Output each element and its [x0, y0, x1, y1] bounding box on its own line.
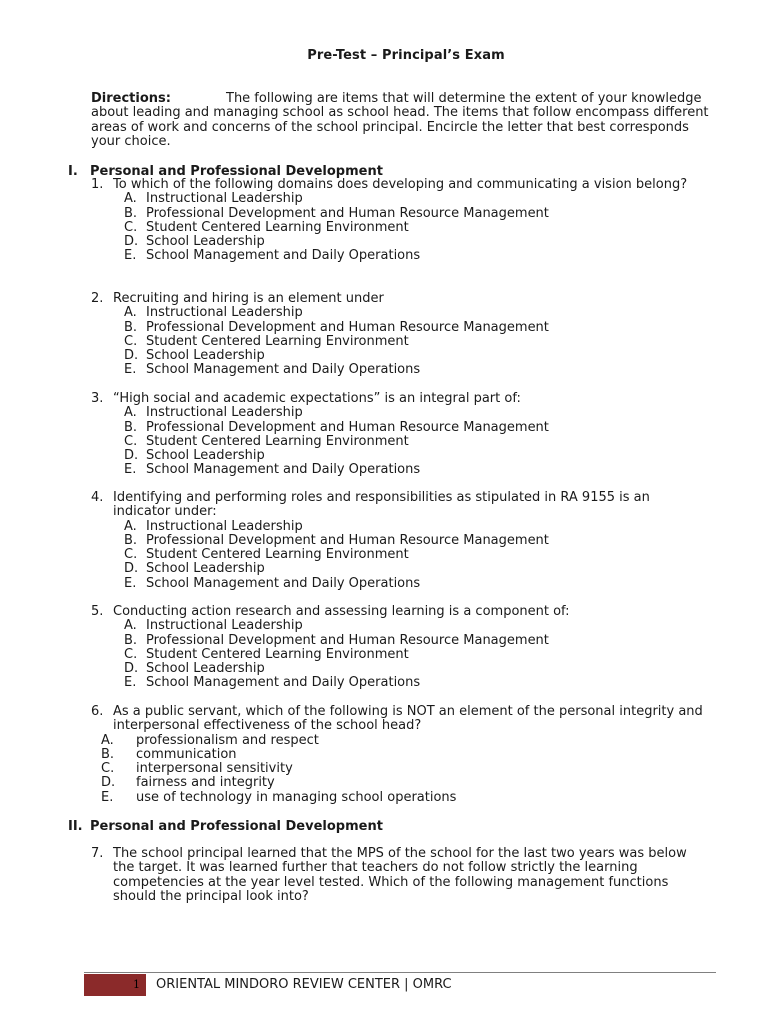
choice-option[interactable]: [91, 534, 711, 548]
choice-text: School Management and Daily Operations: [146, 462, 421, 478]
directions-paragraph: [91, 92, 711, 149]
section-number: II.: [68, 819, 83, 834]
choice-option[interactable]: [91, 619, 711, 633]
choice-text: Student Centered Learning Environment: [146, 219, 409, 235]
question: [91, 292, 711, 378]
choice-option[interactable]: [91, 192, 711, 206]
choice-list: [91, 192, 711, 263]
choice-letter: B.: [124, 532, 138, 548]
choice-text: Instructional Leadership: [146, 518, 303, 534]
choice-text: Instructional Leadership: [146, 405, 303, 421]
choice-option[interactable]: [91, 406, 711, 420]
choice-letter: C.: [101, 761, 115, 777]
question-text: “High social and academic expectations” is an integral part of:: [113, 391, 521, 406]
choice-text: Student Centered Learning Environment: [146, 433, 409, 449]
choice-text: School Leadership: [146, 661, 265, 677]
choice-letter: C.: [124, 433, 138, 449]
choice-letter: A.: [124, 618, 137, 634]
choice-letter: E.: [124, 362, 137, 378]
section-number: I.: [68, 164, 78, 179]
choice-text: School Leadership: [146, 348, 265, 364]
section-title: Personal and Professional Development: [90, 164, 383, 179]
question: [91, 178, 711, 264]
choice-option[interactable]: [91, 520, 711, 534]
question-number: 1.: [91, 177, 104, 192]
choice-text: interpersonal sensitivity: [136, 761, 293, 777]
choice-text: Student Centered Learning Environment: [146, 333, 409, 349]
choice-text: communication: [136, 746, 237, 762]
choice-option[interactable]: [91, 349, 711, 363]
choice-letter: B.: [124, 632, 138, 648]
choice-list: [91, 306, 711, 377]
choice-letter: D.: [124, 448, 139, 464]
choice-option[interactable]: [91, 449, 711, 463]
question-text: To which of the following domains does developing and communicating a vision belong?: [113, 177, 688, 192]
choice-letter: B.: [124, 205, 138, 221]
choice-option[interactable]: [91, 648, 711, 662]
question: [91, 605, 711, 691]
question: [91, 847, 711, 904]
choice-letter: D.: [124, 234, 139, 250]
choice-letter: E.: [124, 575, 137, 591]
choice-option[interactable]: [91, 435, 711, 449]
choice-option[interactable]: [91, 662, 711, 676]
choice-letter: D.: [101, 775, 116, 791]
choice-letter: C.: [124, 219, 138, 235]
choice-option[interactable]: [91, 676, 711, 690]
choice-letter: A.: [124, 305, 137, 321]
choice-option[interactable]: [91, 634, 711, 648]
choice-letter: E.: [101, 789, 114, 805]
choice-list: [91, 520, 711, 591]
choice-list: [91, 619, 711, 690]
choice-option[interactable]: [91, 776, 711, 790]
choice-letter: D.: [124, 561, 139, 577]
choice-text: Student Centered Learning Environment: [146, 646, 409, 662]
choice-option[interactable]: [91, 463, 711, 477]
question-number: 7.: [91, 846, 104, 861]
choice-text: Professional Development and Human Resource Management: [146, 532, 549, 548]
choice-letter: D.: [124, 348, 139, 364]
choice-letter: B.: [124, 419, 138, 435]
choice-text: professionalism and respect: [136, 732, 319, 748]
choice-text: fairness and integrity: [136, 775, 275, 791]
choice-option[interactable]: [91, 791, 711, 805]
choice-text: School Leadership: [146, 561, 265, 577]
choice-option[interactable]: [91, 548, 711, 562]
choice-letter: C.: [124, 646, 138, 662]
question-number: 4.: [91, 490, 104, 505]
choice-text: School Leadership: [146, 234, 265, 250]
choice-text: School Leadership: [146, 448, 265, 464]
choice-letter: E.: [124, 675, 137, 691]
question: [91, 491, 711, 591]
choice-text: Professional Development and Human Resource Management: [146, 205, 549, 221]
question-number: 6.: [91, 704, 104, 719]
choice-text: Professional Development and Human Resource Management: [146, 319, 549, 335]
choice-text: Professional Development and Human Resource Management: [146, 632, 549, 648]
choice-text: Instructional Leadership: [146, 618, 303, 634]
question-text: The school principal learned that the MPS of the school for the last two years was below the target. It was learned further that teachers do not follow strictly the learning competencies at the year level tested. Which of the following management functions should the principal look into?: [113, 846, 687, 904]
choice-option[interactable]: [91, 249, 711, 263]
question: [91, 705, 711, 805]
question: [91, 392, 711, 478]
choice-option[interactable]: [91, 734, 711, 748]
choice-option[interactable]: [91, 207, 711, 221]
choice-text: Student Centered Learning Environment: [146, 547, 409, 563]
footer-text: ORIENTAL MINDORO REVIEW CENTER | OMRC: [156, 977, 452, 992]
choice-option[interactable]: [91, 748, 711, 762]
choice-text: School Management and Daily Operations: [146, 362, 421, 378]
choice-option[interactable]: [91, 562, 711, 576]
choice-option[interactable]: [91, 221, 711, 235]
choice-letter: A.: [101, 732, 114, 748]
question-text: Conducting action research and assessing learning is a component of:: [113, 604, 570, 619]
question-number: 2.: [91, 291, 104, 306]
page-footer: [84, 972, 716, 997]
question-text: Identifying and performing roles and responsibilities as stipulated in RA 9155 is an indicator under:: [113, 490, 650, 520]
choice-letter: E.: [124, 248, 137, 264]
section-heading: [68, 819, 383, 834]
choice-letter: A.: [124, 518, 137, 534]
question-text: Recruiting and hiring is an element under: [113, 291, 384, 306]
choice-letter: D.: [124, 661, 139, 677]
choice-option[interactable]: [91, 306, 711, 320]
directions-text: The following are items that will determine the extent of your knowledge about leading and managing school as school head. The items that follow encompass different areas of work and concerns of the school principal. Encircle the letter that best corresponds your choice.: [91, 91, 709, 149]
choice-text: Instructional Leadership: [146, 191, 303, 207]
choice-list: [91, 406, 711, 477]
choice-list: [91, 734, 711, 805]
choice-option[interactable]: [91, 762, 711, 776]
choice-text: Instructional Leadership: [146, 305, 303, 321]
question-text: As a public servant, which of the following is NOT an element of the personal integrity and interpersonal effectiveness of the school head?: [113, 704, 703, 734]
choice-letter: C.: [124, 333, 138, 349]
choice-option[interactable]: [91, 577, 711, 591]
choice-text: School Management and Daily Operations: [146, 675, 421, 691]
choice-letter: B.: [124, 319, 138, 335]
choice-letter: A.: [124, 191, 137, 207]
choice-text: School Management and Daily Operations: [146, 248, 421, 264]
directions-label: Directions:: [91, 91, 171, 106]
choice-letter: B.: [101, 746, 115, 762]
section-title: Personal and Professional Development: [90, 819, 383, 834]
choice-letter: A.: [124, 405, 137, 421]
choice-letter: C.: [124, 547, 138, 563]
page-number: 1: [84, 974, 146, 996]
choice-option[interactable]: [91, 421, 711, 435]
choice-option[interactable]: [91, 321, 711, 335]
choice-text: Professional Development and Human Resource Management: [146, 419, 549, 435]
choice-option[interactable]: [91, 235, 711, 249]
question-number: 5.: [91, 604, 104, 619]
choice-option[interactable]: [91, 335, 711, 349]
choice-text: School Management and Daily Operations: [146, 575, 421, 591]
choice-letter: E.: [124, 462, 137, 478]
page-title: Pre-Test – Principal’s Exam: [307, 48, 505, 63]
choice-text: use of technology in managing school operations: [136, 789, 457, 805]
choice-option[interactable]: [91, 363, 711, 377]
question-number: 3.: [91, 391, 104, 406]
